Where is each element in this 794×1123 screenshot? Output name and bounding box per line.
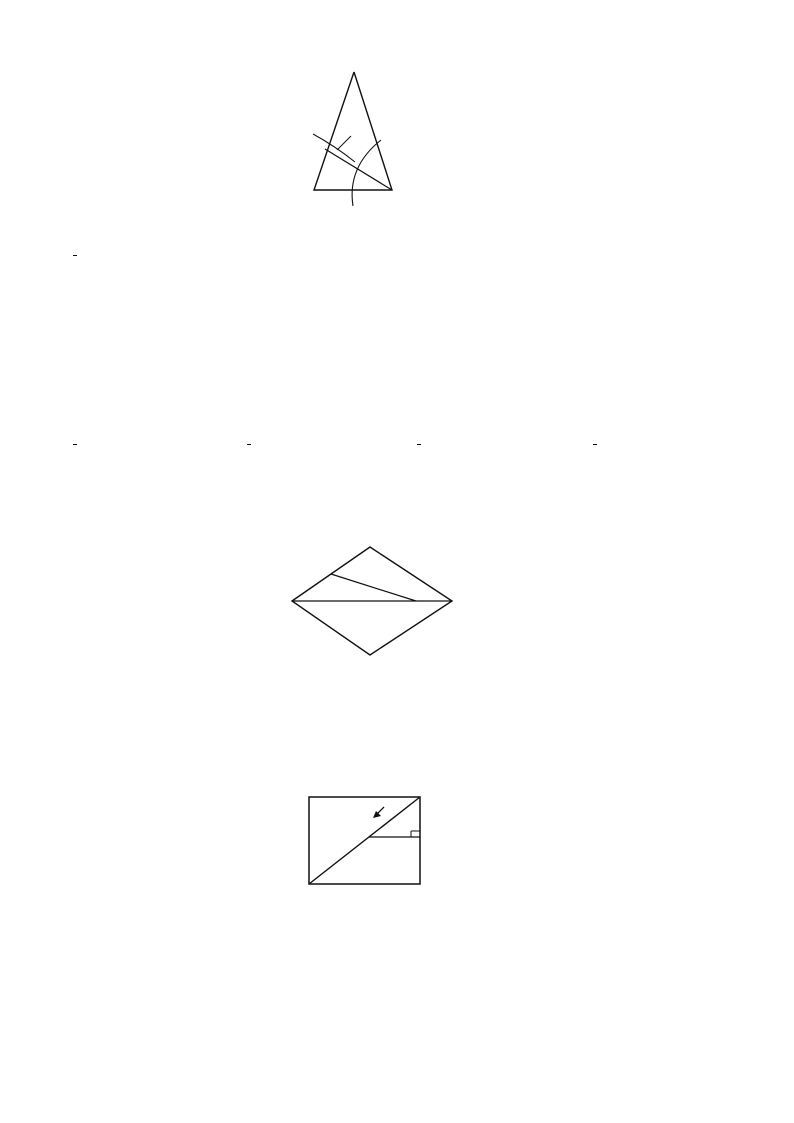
q6-fraction [73, 255, 77, 256]
q7-option-c [416, 437, 422, 452]
q7-option-a [72, 437, 78, 452]
q8-rhombus-figure [272, 533, 472, 663]
q9-rectangle-figure [285, 785, 455, 895]
q6-triangle-figure [295, 62, 425, 210]
q6-frac-num [73, 255, 77, 256]
q7-option-b [246, 437, 252, 452]
q7-option-d [592, 437, 598, 452]
q6-line2 [72, 246, 78, 266]
